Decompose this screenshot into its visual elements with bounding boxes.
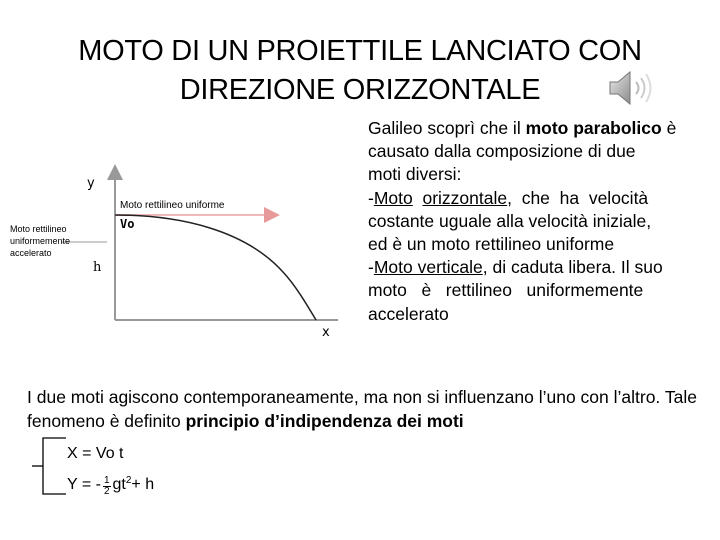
para-line-7: -Moto verticale, di caduta libera. Il suo — [368, 257, 663, 278]
y-axis-label: y — [87, 176, 95, 191]
para-line-3: moti diversi: — [368, 164, 462, 185]
system-bracket — [30, 436, 70, 496]
side-label-line-1: Moto rettilineo — [10, 224, 67, 234]
explanation-paragraph — [368, 117, 694, 326]
side-label-line-3: accelerato — [10, 248, 52, 258]
moto-parabolico-term: moto parabolico — [525, 118, 662, 138]
para-line-1: Galileo scoprì che il moto parabolico è — [368, 118, 677, 138]
independence-statement: I due moti agiscono contemporaneamente, ma non si influenzano l’uno con l’altro. Tale fenomeno è definito principio d’indipendenza dei moti — [27, 387, 697, 431]
height-label: h — [93, 260, 102, 275]
title-line-1: MOTO DI UN PROIETTILE LANCIATO CON — [78, 35, 642, 67]
para-line-4: -Moto orizzontale, che ha velocità — [368, 187, 649, 208]
initial-velocity-label: Vo — [120, 217, 135, 231]
para-line-8: moto è rettilineo uniformemente — [368, 280, 644, 301]
slide-title — [40, 32, 680, 110]
x-axis-label: x — [322, 325, 330, 340]
equation-y: Y = - $\frac{1}{2}$ $gt^2+ h$ — [67, 475, 155, 497]
title-line-2: DIREZIONE ORIZZONTALE — [179, 74, 541, 106]
fraction-one-half: $\frac{1}{2}$ — [103, 475, 110, 497]
para-line-9: accelerato — [368, 303, 449, 324]
projectile-diagram — [0, 160, 360, 350]
para-line-2: causato dalla composizione di due — [368, 141, 636, 162]
side-label-line-2: uniformemente — [10, 236, 71, 246]
trajectory-curve — [115, 215, 316, 320]
para-line-5: costante uguale alla velocità iniziale, — [368, 210, 652, 231]
equation-x: X = Vo t — [67, 445, 124, 462]
speaker-icon[interactable] — [606, 70, 660, 106]
top-arrow-label: Moto rettilineo uniforme — [120, 200, 225, 211]
para-line-6: ed è un moto rettilineo uniforme — [368, 234, 615, 255]
principle-term: principio d’indipendenza dei moti — [185, 410, 464, 431]
